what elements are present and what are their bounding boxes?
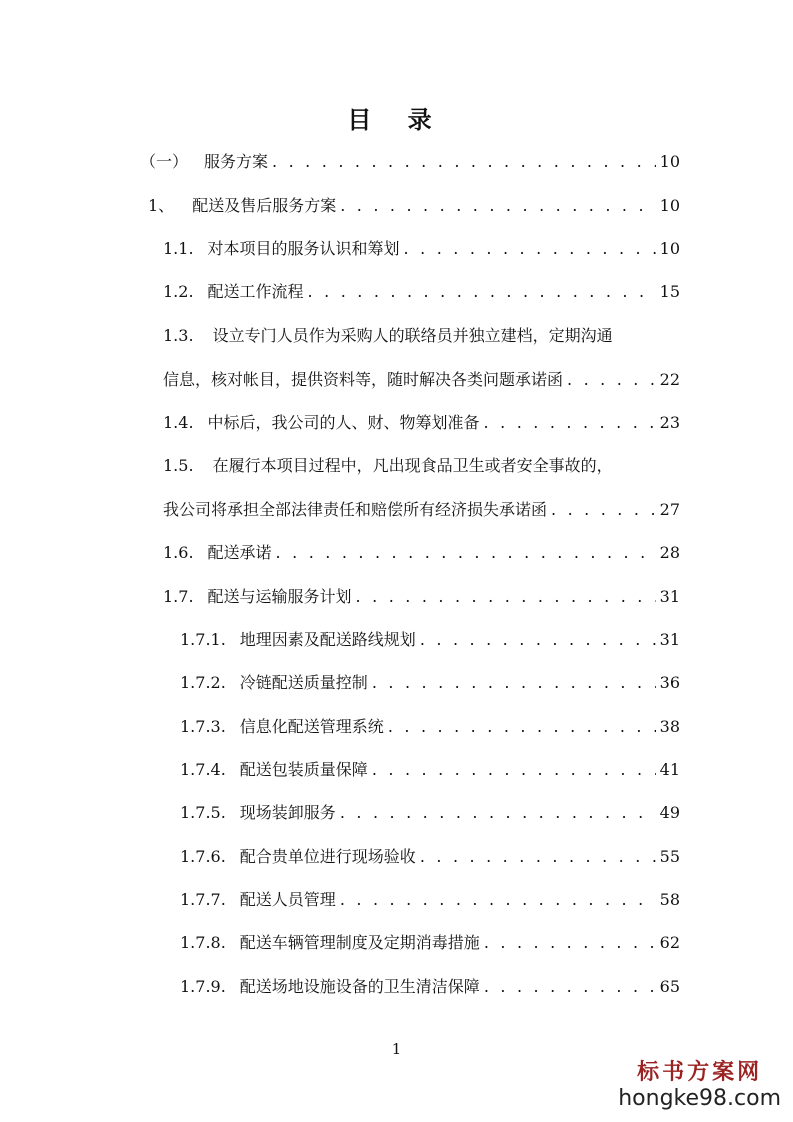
toc-entry-number: 1.3. (163, 326, 194, 345)
toc-entry[interactable] (180, 756, 680, 784)
toc-entry-label: 配送承诺 (207, 543, 272, 562)
toc-entry-label: 配送场地设施设备的卫生清洁保障 (239, 977, 480, 996)
toc-entry[interactable] (140, 148, 680, 176)
leader-dots (340, 192, 655, 220)
toc-entry[interactable] (180, 799, 680, 827)
leader-dots (420, 843, 656, 871)
toc-entry-number: 1.2. (163, 282, 194, 301)
toc-entry-label: 信息，核对帐目，提供资料等，随时解决各类问题承诺函 (163, 370, 564, 389)
toc-entry-page: 65 (659, 977, 680, 996)
toc-entry-label: 服务方案 (204, 152, 269, 171)
toc-entry-continuation[interactable] (163, 366, 680, 394)
toc-entry-page: 10 (659, 239, 680, 258)
toc-entry-page: 28 (659, 543, 680, 562)
toc-entry[interactable] (163, 322, 613, 350)
toc-entry-page: 62 (659, 933, 680, 952)
toc-entry-number: 1.6. (163, 543, 194, 562)
toc-entry[interactable] (148, 192, 680, 220)
leader-dots (484, 973, 656, 1001)
toc-entry-page: 10 (659, 152, 680, 171)
toc-entry-label: 对本项目的服务认识和筹划 (207, 239, 400, 258)
leader-dots (308, 278, 656, 306)
toc-entry-number: 1.1. (163, 239, 194, 258)
leader-dots (484, 409, 656, 437)
toc-entry-number: 1.7.2. (180, 673, 226, 692)
leader-dots (356, 583, 656, 611)
toc-entry-label: 配送及售后服务方案 (192, 196, 337, 215)
toc-entry-label: 配合贵单位进行现场验收 (239, 847, 416, 866)
toc-entry[interactable] (180, 886, 680, 914)
toc-title: 目 录 (347, 105, 446, 134)
leader-dots (567, 366, 656, 394)
toc-entry-page: 27 (659, 500, 680, 519)
toc-entry[interactable] (180, 843, 680, 871)
toc-entry[interactable] (180, 929, 680, 957)
page-number: 1 (391, 1040, 402, 1058)
toc-entry-page: 10 (659, 196, 680, 215)
leader-dots (551, 496, 656, 524)
toc-entry-label: 我公司将承担全部法律责任和赔偿所有经济损失承诺函 (163, 500, 548, 519)
toc-entry[interactable] (180, 626, 680, 654)
toc-entry[interactable] (163, 452, 613, 480)
leader-dots (484, 929, 656, 957)
leader-dots (420, 626, 656, 654)
watermark-logo (618, 1060, 781, 1112)
toc-entry-number: （一） (140, 152, 189, 171)
toc-entry-number: 1.7.3. (180, 717, 226, 736)
toc-entry[interactable] (163, 235, 680, 263)
toc-entry[interactable] (163, 583, 680, 611)
toc-entry-number: 1.7.8. (180, 933, 226, 952)
toc-entry-page: 41 (659, 760, 680, 779)
toc-entry[interactable] (163, 539, 680, 567)
leader-dots (388, 713, 656, 741)
toc-entry-number: 1.7.1. (180, 630, 226, 649)
toc-entry-label: 配送工作流程 (207, 282, 304, 301)
leader-dots (372, 756, 656, 784)
watermark-text: 标书方案网 (637, 1060, 763, 1085)
toc-entry-label: 中标后，我公司的人、财、物筹划准备 (207, 413, 480, 432)
toc-entry-label: 现场装卸服务 (239, 803, 336, 822)
toc-entry-page: 15 (659, 282, 680, 301)
toc-entry-label: 信息化配送管理系统 (239, 717, 384, 736)
toc-entry-page: 31 (659, 587, 680, 606)
toc-entry-number: 1.7. (163, 587, 194, 606)
toc-entry-number: 1.7.9. (180, 977, 226, 996)
toc-entry-label: 配送包装质量保障 (239, 760, 368, 779)
toc-entry-page: 31 (659, 630, 680, 649)
toc-entry-number: 1.5. (163, 456, 194, 475)
toc-entry[interactable] (180, 669, 680, 697)
toc-entry-page: 58 (659, 890, 680, 909)
toc-entry-page: 49 (659, 803, 680, 822)
leader-dots (340, 799, 656, 827)
toc-entry-number: 1.4. (163, 413, 194, 432)
watermark-url: hongke98.com (618, 1086, 781, 1111)
leader-dots (404, 235, 656, 263)
toc-entry-number: 1.7.5. (180, 803, 226, 822)
toc-entry-label: 配送车辆管理制度及定期消毒措施 (239, 933, 480, 952)
toc-entry-label: 配送与运输服务计划 (207, 587, 352, 606)
leader-dots (340, 886, 656, 914)
toc-entry-page: 36 (659, 673, 680, 692)
toc-entry-continuation[interactable] (163, 496, 680, 524)
toc-entry-label: 冷链配送质量控制 (239, 673, 368, 692)
leader-dots (276, 539, 656, 567)
toc-entry-number: 1、 (148, 196, 175, 215)
toc-entry-label: 地理因素及配送路线规划 (239, 630, 416, 649)
toc-entry-label: 设立专门人员作为采购人的联络员并独立建档，定期沟通 (212, 326, 613, 345)
toc-entry-page: 38 (659, 717, 680, 736)
toc-entry-page: 55 (659, 847, 680, 866)
toc-entry-page: 22 (659, 370, 680, 389)
toc-entry[interactable] (163, 278, 680, 306)
toc-entry-label: 配送人员管理 (239, 890, 336, 909)
toc-entry[interactable] (180, 973, 680, 1001)
toc-entry-number: 1.7.4. (180, 760, 226, 779)
toc-entry[interactable] (180, 713, 680, 741)
toc-entry-label: 在履行本项目过程中，凡出现食品卫生或者安全事故的， (212, 456, 613, 475)
leader-dots (372, 669, 656, 697)
leader-dots (272, 148, 656, 176)
toc-entry-number: 1.7.6. (180, 847, 226, 866)
toc-entry-number: 1.7.7. (180, 890, 226, 909)
toc-entry[interactable] (163, 409, 680, 437)
toc-entry-page: 23 (659, 413, 680, 432)
